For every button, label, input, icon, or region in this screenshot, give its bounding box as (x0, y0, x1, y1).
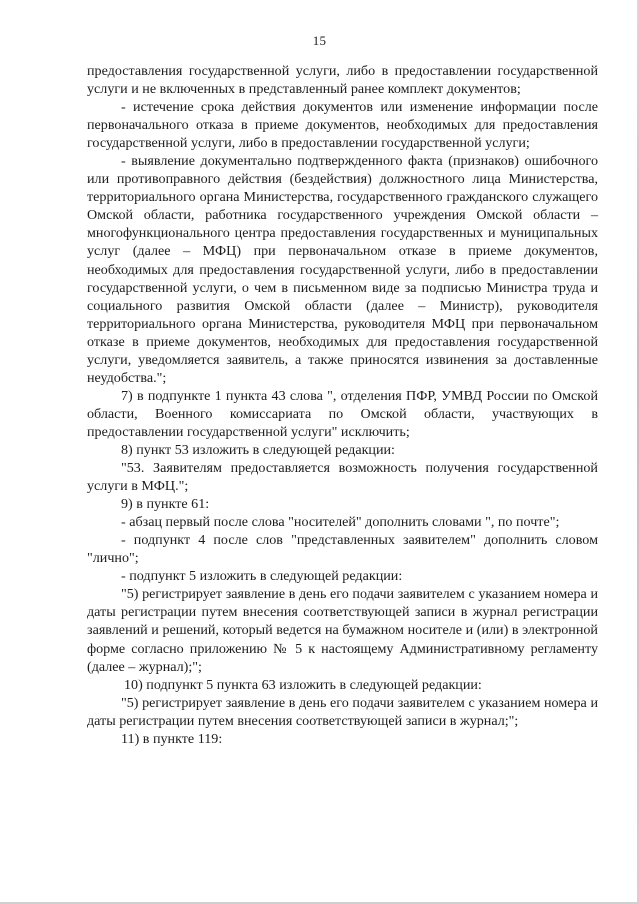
text-line: уведомляется заявитель, а также приносятся извинения за доставленные (138, 351, 598, 368)
text-line: государственной услуги; (381, 135, 530, 152)
text-line: 7) в подпункте 1 пункта 43 слова ", отделения ПФР, УМВД России по (121, 387, 548, 404)
text-line: номера и даты регистрации путем внесения соответствующей записи в (87, 694, 598, 729)
text-line: отказе в приеме документов, необходимых для предоставления (87, 243, 598, 278)
text-line: номера и даты регистрации путем внесения соответствующей записи в журнал (87, 586, 598, 621)
text-line: регистрации заявлений и решений, который ведется на бумажном носителе и (87, 604, 598, 639)
paragraph-item-7 (87, 387, 598, 441)
text-line: предоставления государственной услуги, либо в предоставлении (87, 63, 492, 79)
text-line: 9) в пункте 61: (121, 496, 210, 513)
paragraph-registration-journal (87, 585, 598, 675)
paragraph-item-10 (87, 676, 598, 694)
paragraph-item-9-sub-3 (87, 567, 598, 585)
paragraph-item-9-sub-1 (87, 513, 598, 531)
text-line: документов; (446, 81, 521, 98)
text-line: (или) в электронной форме согласно приложению № 5 к настоящему (87, 622, 598, 657)
text-line: - подпункт 5 изложить в следующей редакции: (121, 568, 403, 585)
text-line: "53. Заявителям предоставляется возможность получения (121, 460, 489, 477)
text-line: - подпункт 4 после слов "представленных заявителем" дополнить словом (121, 532, 598, 549)
paragraph-clause-53 (87, 459, 598, 495)
paragraph-continuation (87, 62, 598, 98)
text-line: Омской области, Военного комиссариата по Омской области, участвующих в (87, 387, 598, 422)
text-line: гражданского служащего Омской области, работника государственного (87, 189, 598, 224)
text-line: Министерства, руководителя МФЦ при первоначальном отказе в приеме (87, 315, 598, 350)
paragraph-document-expiry (87, 98, 598, 152)
text-line: "5) регистрирует заявление в день его подачи заявителем с указанием (121, 586, 541, 603)
text-line: неудобства."; (87, 369, 167, 386)
page-number: 15 (312, 33, 327, 48)
text-line: Административному регламенту (далее – журнал);"; (87, 640, 598, 675)
text-line: государственных и муниципальных услуг (далее – МФЦ) при первоначальном (87, 225, 598, 260)
text-line: 11) в пункте 119: (121, 730, 223, 747)
text-line: ошибочного или противоправного действия (бездействия) должностного лица (87, 153, 598, 188)
text-line: - выявление документально подтвержденного факта (признаков) (121, 153, 519, 170)
text-line: государственной услуги, либо в предоставлении государственной услуги, о (87, 261, 599, 296)
text-line: чем в письменном виде за подписью Министра труда и социального развития (87, 279, 598, 314)
text-line: после первоначального отказа в приеме документов, необходимых для (87, 99, 598, 134)
text-line: государственной услуги и не включенных в представленный ранее комплект (87, 63, 598, 98)
paragraph-item-8 (87, 441, 598, 459)
paragraph-item-9 (87, 495, 598, 513)
text-line: предоставления государственной услуги, либо в предоставлении (87, 117, 598, 152)
text-line: предоставлении государственной услуги" исключить; (87, 423, 410, 440)
text-line: журнал;"; (459, 712, 519, 729)
text-line: - истечение срока действия документов или изменение информации (121, 99, 557, 116)
text-line: Омской области (далее – Министр), руководителя территориального органа (87, 297, 598, 332)
text-line: 10) подпункт 5 пункта 63 изложить в следующей редакции: (124, 676, 482, 693)
paragraph-item-11 (87, 730, 598, 748)
text-line: 8) пункт 53 изложить в следующей редакции: (121, 441, 395, 458)
text-line: "лично"; (87, 550, 139, 567)
paragraph-erroneous-action (87, 152, 598, 387)
paragraph-registration-short (87, 694, 598, 730)
text-line: документов, необходимых для предоставления государственной услуги, (87, 333, 599, 368)
text-line: "5) регистрирует заявление в день его подачи заявителем с указанием (121, 694, 541, 711)
text-line: учреждения Омской области – многофункционального центра предоставления (87, 207, 598, 242)
document-body (87, 62, 598, 748)
text-line: - абзац первый после слова "носителей" дополнить словами ", по почте"; (121, 514, 560, 531)
text-line: государственной услуги в МФЦ."; (87, 460, 598, 495)
text-line: Министерства, территориального органа Министерства, государственного (87, 171, 598, 206)
paragraph-item-9-sub-2 (87, 531, 598, 567)
